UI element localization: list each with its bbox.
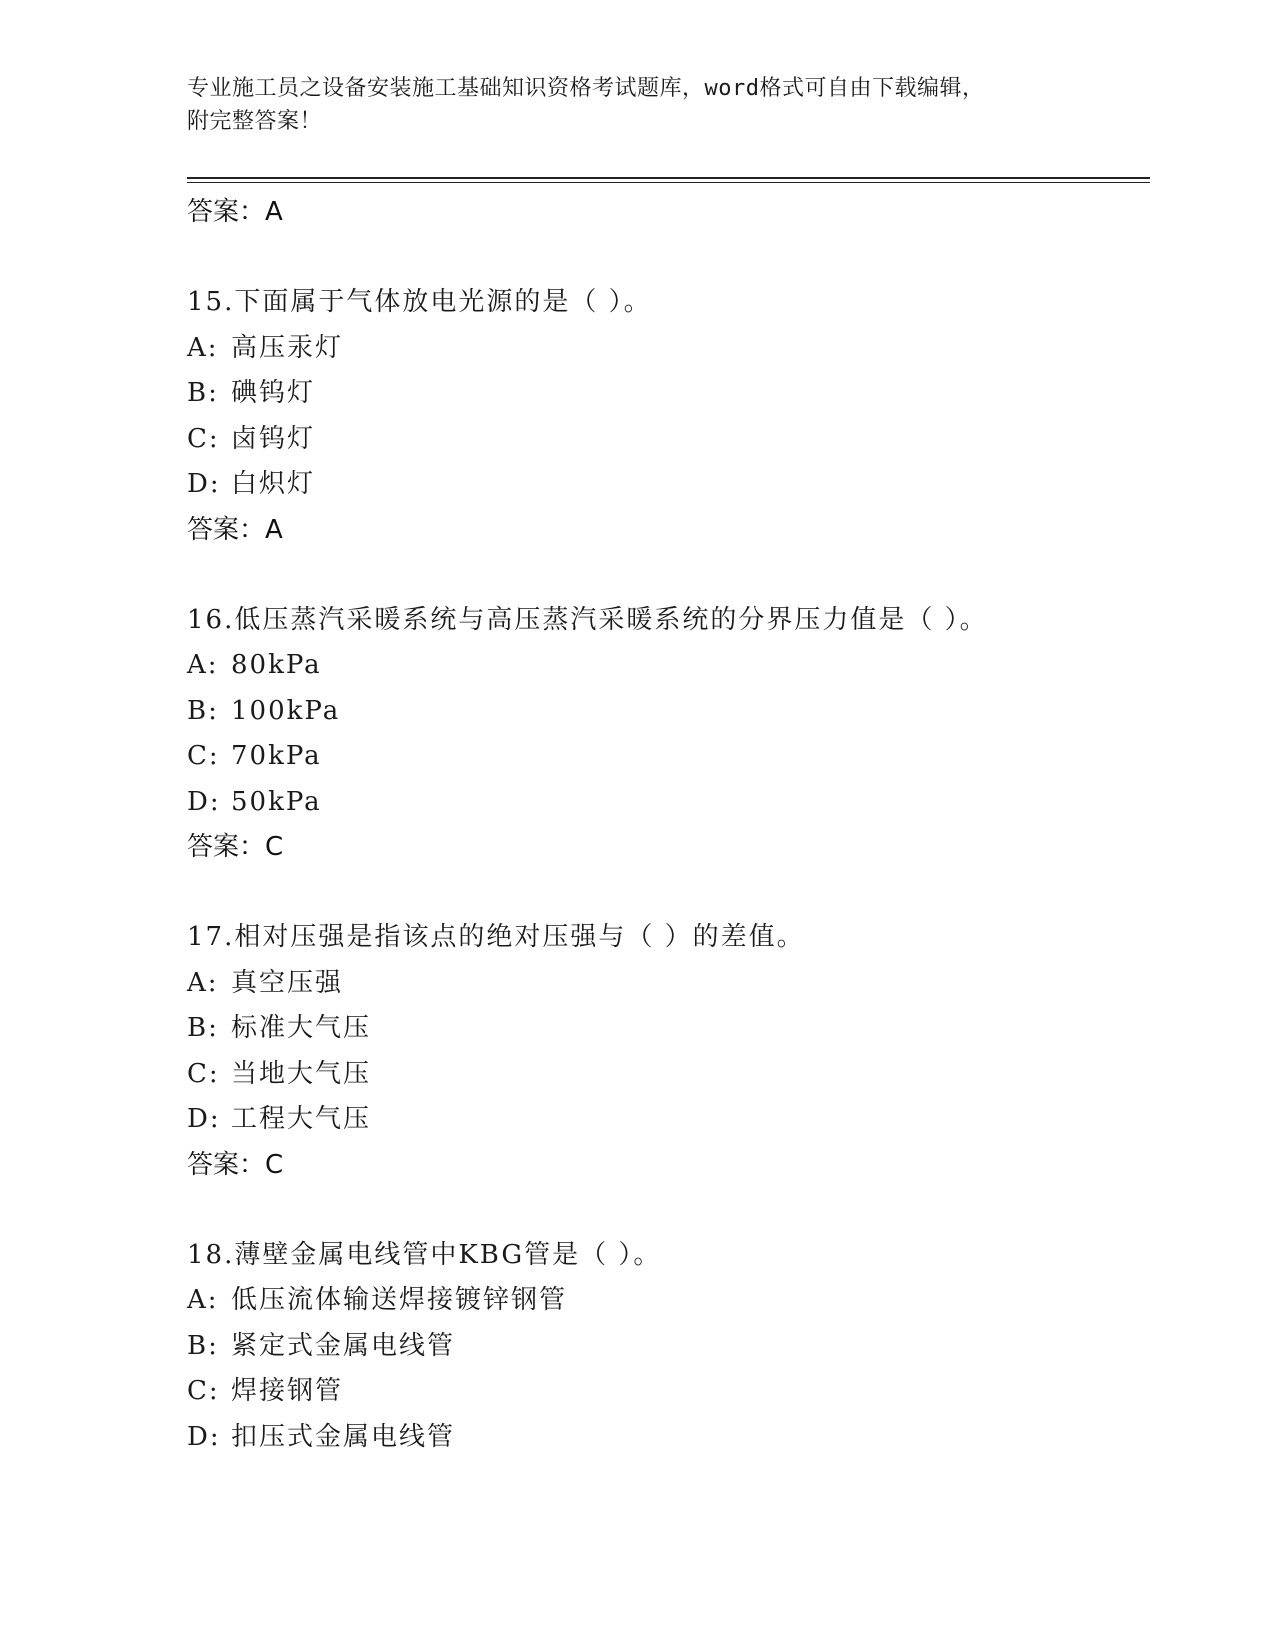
header-line-2: 附完整答案！ — [187, 109, 323, 134]
option-text: 50kPa — [231, 786, 322, 817]
option-b — [187, 689, 1150, 735]
option-text: 工程大气压 — [231, 1104, 372, 1134]
option-b — [187, 1006, 1150, 1052]
header-divider-thin — [187, 182, 1150, 183]
header-divider-thick — [187, 177, 1150, 179]
option-text: 100kPa — [231, 695, 341, 726]
option-text: 白炽灯 — [231, 469, 316, 499]
option-c — [187, 417, 1150, 463]
question-title: 16.低压蒸汽采暖系统与高压蒸汽采暖系统的分界压力值是（ ）。 — [187, 604, 988, 635]
page-header — [187, 72, 1067, 138]
question-16 — [187, 598, 1150, 871]
option-d — [187, 1415, 1150, 1461]
option-d — [187, 462, 1150, 508]
option-a — [187, 961, 1150, 1007]
option-key: B: — [187, 695, 219, 726]
answer-line: 答案：A — [187, 197, 283, 227]
option-d — [187, 1097, 1150, 1143]
option-key: B: — [187, 1330, 219, 1361]
option-key: A: — [187, 650, 219, 680]
option-text: 碘钨灯 — [231, 378, 316, 408]
question-18 — [187, 1233, 1150, 1461]
option-text: 紧定式金属电线管 — [231, 1330, 456, 1361]
option-text: 低压流体输送焊接镀锌钢管 — [231, 1285, 568, 1315]
option-key: D: — [187, 786, 221, 817]
option-key: C: — [187, 741, 220, 771]
option-text: 卤钨灯 — [231, 423, 316, 454]
option-key: A: — [187, 332, 219, 363]
option-key: D: — [187, 1104, 221, 1134]
option-key: A: — [187, 1285, 219, 1315]
answer-line: 答案：C — [187, 832, 284, 862]
option-c — [187, 1052, 1150, 1098]
question-list — [187, 190, 1150, 1460]
option-text: 真空压强 — [231, 967, 344, 998]
question-15 — [187, 280, 1150, 553]
option-text: 扣压式金属电线管 — [231, 1421, 456, 1452]
option-text: 当地大气压 — [231, 1058, 372, 1089]
option-key: C: — [187, 423, 220, 454]
option-text: 焊接钢管 — [231, 1376, 344, 1406]
option-key: B: — [187, 1013, 219, 1043]
question-title: 18.薄壁金属电线管中KBG管是（ ）。 — [187, 1239, 662, 1270]
option-c — [187, 734, 1150, 780]
answer-line: 答案：C — [187, 1149, 284, 1180]
question-title: 17.相对压强是指该点的绝对压强与（ ）的差值。 — [187, 922, 805, 952]
header-line-1: 专业施工员之设备安装施工基础知识资格考试题库，word格式可自由下载编辑， — [187, 76, 985, 101]
option-d — [187, 780, 1150, 826]
question-17 — [187, 915, 1150, 1188]
question-title: 15.下面属于气体放电光源的是（ ）。 — [187, 287, 652, 317]
option-a — [187, 1278, 1150, 1324]
option-key: A: — [187, 967, 219, 998]
option-key: C: — [187, 1376, 220, 1406]
option-text: 标准大气压 — [231, 1013, 372, 1043]
option-key: B: — [187, 378, 219, 408]
option-text: 70kPa — [231, 741, 322, 771]
option-c — [187, 1369, 1150, 1415]
option-b — [187, 371, 1150, 417]
option-a — [187, 326, 1150, 372]
option-a — [187, 643, 1150, 689]
option-key: D: — [187, 1421, 221, 1452]
answer-line: 答案：A — [187, 514, 283, 545]
option-text: 80kPa — [231, 650, 322, 680]
option-key: D: — [187, 469, 221, 499]
option-key: C: — [187, 1058, 220, 1089]
option-b — [187, 1324, 1150, 1370]
option-text: 高压汞灯 — [231, 332, 344, 363]
